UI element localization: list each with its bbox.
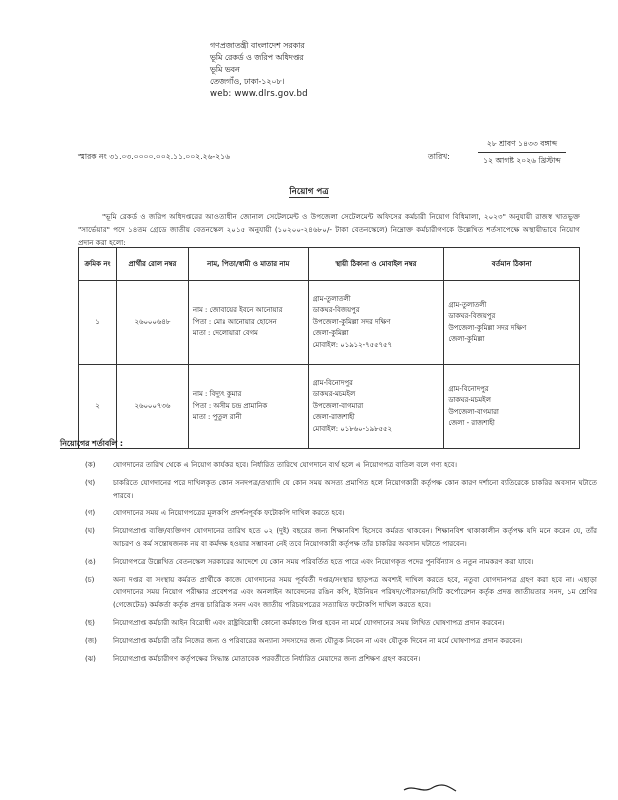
date-label: তারিখ: bbox=[428, 152, 450, 161]
condition-marker: (ক) bbox=[85, 460, 96, 469]
mother-line: মাতা : দেলোয়ারা বেগম bbox=[192, 329, 258, 338]
header-address: তেজগাঁও, ঢাকা-১২০৮। bbox=[210, 77, 285, 86]
header-permanent-address: স্থায়ী ঠিকানা ও মোবাইল নম্বর bbox=[308, 248, 444, 281]
father-line: পিতা : মোঃ আনোয়ার হোসেন bbox=[192, 317, 277, 326]
condition-text: নিয়োগপ্রাপ্ত কর্মচারী আইন বিরোধী এবং রাষ্ট্রবিরোধী কোনো কর্মকাণ্ডে লিপ্ত হবেন না মর্মে যোগদানের সময় লিখিত ঘোষণাপত্র প্রদান করবেন। bbox=[113, 617, 505, 627]
father-line: পিতা : অসীম চন্দ্র প্রামানিক bbox=[192, 401, 268, 410]
header-serial: ক্রমিক নং bbox=[79, 248, 117, 281]
condition-text: অন্য দপ্তর বা সংস্থায় কর্মরত প্রার্থীকে কাজে যোগদানের সময় পূর্ববর্তী দপ্তর/সংস্থার ছাড়পত্র অবশ্যই দাখিল করতে হবে, নতুবা যোগদানপত্র গ্রহণ করা হবে না। এছাড়া যোগদানের সময় নিয়োগ পরীক্ষার প্রবেশপত্র এবং অনলাইন আবেদনের রঙিন কপি, ইউনিয়ন পরিষদ/পৌরসভা/সিটি কর্পোরেশন কর্তৃক প্রদত্ত জাতীয়তার সনদ, ১ম শ্রেণির (গেজেটেড) কর্মকর্তা কর্তৃক প্রদত্ত চারিত্রিক সনদ এবং জাতীয় পরিচয়পত্রের সত্যায়িত ফটোকপি দাখিল করতে হবে। bbox=[113, 574, 597, 610]
district-line: জেলা-রাজশাহী bbox=[312, 413, 355, 422]
present-address-cell bbox=[444, 281, 580, 365]
date-block bbox=[472, 137, 572, 168]
upazila-line: উপজেলা-বাগমারা bbox=[312, 401, 364, 410]
table-row bbox=[79, 281, 580, 365]
name-line: নাম : জোবায়ের ইবনে আনোয়ার bbox=[192, 306, 283, 315]
condition-item bbox=[85, 459, 597, 472]
mobile-line: মোবাইল: ০১৯১২-৭৫৫৭৫৭ bbox=[312, 340, 392, 349]
conditions-list bbox=[85, 459, 597, 670]
village-line: গ্রাম-বিনোদপুর bbox=[312, 378, 353, 387]
header-roll: প্রার্থীর রোল নম্বর bbox=[116, 248, 188, 281]
condition-item bbox=[85, 653, 597, 666]
condition-item bbox=[85, 635, 597, 648]
village-line: গ্রাম-তুলাতলী bbox=[448, 300, 487, 309]
document-title-text: নিয়োগ পত্র bbox=[289, 187, 329, 197]
post-office-line: ডাকঘর-বিজয়পুর bbox=[312, 306, 360, 315]
condition-item bbox=[85, 574, 597, 612]
header-website: web: www.dlrs.gov.bd bbox=[210, 89, 308, 99]
village-line: গ্রাম-বিনোদপুর bbox=[448, 384, 489, 393]
condition-marker: (ঙ) bbox=[85, 556, 96, 566]
names-cell bbox=[188, 365, 308, 449]
condition-marker: (খ) bbox=[85, 477, 96, 487]
memo-number: স্মারক নং ৩১.০৩.০০০০.০০২.১১.০০২.২৬-২১৬ bbox=[78, 152, 231, 161]
serial-cell: ১ bbox=[79, 281, 117, 365]
condition-marker: (ছ) bbox=[85, 617, 95, 627]
mother-line: মাতা : পুতুল রানী bbox=[192, 413, 242, 422]
header-government: গণপ্রজাতন্ত্রী বাংলাদেশ সরকার bbox=[210, 41, 305, 50]
header-present-address: বর্তমান ঠিকানা bbox=[444, 248, 580, 281]
roll-cell: ২৬০০০৬৪৮ bbox=[116, 281, 188, 365]
appointee-table bbox=[78, 247, 580, 449]
condition-marker: (ঝ) bbox=[85, 653, 96, 663]
serial-cell: ২ bbox=[79, 365, 117, 449]
conditions-heading-text: নিয়োগের শর্তাবলি : bbox=[60, 439, 124, 448]
condition-marker: (ঘ) bbox=[85, 526, 95, 536]
district-line: জেলা-কুমিল্লা bbox=[448, 335, 485, 343]
condition-item bbox=[85, 556, 597, 569]
intro-paragraph: "ভূমি রেকর্ড ও জরিপ অধিদপ্তরের আওতাধীন জোনাল সেটেলমেন্ট ও উপজেলা সেটেলমেন্ট অফিসের কর্মচারী নিয়োগ বিধিমালা, ২০২৩" অনুযায়ী রাজস্ব খাতভুক্ত "সার্ভেয়ার" পদে ১৪তম গ্রেডে জাতীয় বেতনস্কেল ২০১৫ অনুযায়ী (১০২০০-২৪৬৮০/- টাকা বেতনস্কেলে) নিম্নোক্ত কর্মচারীগণকে উল্লেখিত শর্তসাপেক্ষে অস্থায়ীভাবে নিয়োগ প্রদান করা হলো: bbox=[78, 212, 580, 247]
condition-item bbox=[85, 507, 597, 520]
header-department: ভূমি রেকর্ড ও জরিপ অধিদপ্তর bbox=[210, 53, 304, 62]
post-office-line: ডাকঘর-মচমইল bbox=[312, 390, 356, 399]
condition-marker: (জ) bbox=[85, 635, 97, 645]
header-building: ভূমি ভবন bbox=[210, 65, 240, 74]
present-address-cell bbox=[444, 365, 580, 449]
condition-text: নিয়োগপত্রে উল্লেখিত বেতনস্কেল সরকারের আদেশে যে কোন সময় পরিবর্তিত হতে পারে এবং নিয়োগকৃত পদের পুনর্বিন্যাস ও নতুন নামকরণ করা যাবে। bbox=[113, 556, 534, 566]
table-header-row bbox=[79, 248, 580, 281]
table-row bbox=[79, 365, 580, 449]
date-divider bbox=[478, 152, 566, 153]
condition-text: নিয়োগপ্রাপ্ত ব্যক্তি/ব্যক্তিগণ যোগদানের তারিখ হতে ০২ (দুই) বছরের জন্য শিক্ষানবিশ হিসেবে কর্মরত থাকবেন। শিক্ষানবিশ থাকাকালীন কর্তৃপক্ষ যদি মনে করেন যে, তাঁর আচরণ ও কর্ম সন্তোষজনক নয় বা কর্মদক্ষ হওয়ার সম্ভাবনা নেই তবে নিয়োগকারী কর্তৃপক্ষ তাঁর চাকরির অবসান ঘটাতে পারবেন। bbox=[113, 526, 597, 548]
date-english: ১২ আগষ্ট ২০২৬ খ্রিস্টাব্দ bbox=[483, 156, 561, 165]
date-bangla: ২৮ শ্রাবণ ১৪৩৩ বঙ্গাব্দ bbox=[486, 139, 558, 148]
condition-text: চাকরিতে যোগদানের পরে দাখিলকৃত কোন সনদপত্র/তথ্যাদি যে কোন সময় অসত্য প্রমাণিত হলে নিয়োগকারী কর্তৃপক্ষ কোন কারণ দর্শানো ব্যতিরেকে চাকরির অবসান ঘটাতে পারবে। bbox=[113, 477, 597, 500]
upazila-line: উপজেলা-কুমিল্লা সদর দক্ষিণ bbox=[448, 323, 527, 332]
village-line: গ্রাম-তুলাতলী bbox=[312, 294, 351, 303]
condition-item bbox=[85, 617, 597, 630]
signature-mark bbox=[400, 780, 460, 796]
permanent-address-cell bbox=[308, 281, 444, 365]
names-cell bbox=[188, 281, 308, 365]
condition-marker: (গ) bbox=[85, 508, 96, 518]
document-title bbox=[0, 185, 618, 199]
office-header bbox=[210, 40, 410, 100]
mobile-line: মোবাইল: ০১৮৬০-১৯৮৫৫২ bbox=[312, 424, 392, 433]
upazila-line: উপজেলা-কুমিল্লা সদর দক্ষিণ bbox=[312, 317, 391, 326]
roll-cell: ২৬০০০৭৩৬ bbox=[116, 365, 188, 449]
district-line: জেলা - রাজশাহী bbox=[448, 419, 495, 427]
condition-text: যোগদানের সময় এ নিয়োগপত্রের মূলকপি প্রদর্শনপূর্বক ফটোকপি দাখিল করতে হবে। bbox=[113, 508, 345, 518]
permanent-address-cell bbox=[308, 365, 444, 449]
condition-text: যোগদানের তারিখ থেকে এ নিয়োগ কার্যকর হবে। নির্ধারিত তারিখে যোগদানে ব্যর্থ হলে এ নিয়োগপত্র বাতিল বলে গণ্য হবে। bbox=[113, 460, 458, 469]
condition-text: নিয়োগপ্রাপ্ত কর্মচারীগণ কর্তৃপক্ষের সিদ্ধান্ত মোতাবেক পরবর্তীতে নির্ধারিত মেয়াদের জন্য প্রশিক্ষণ গ্রহণ করবেন। bbox=[113, 653, 421, 663]
upazila-line: উপজেলা-বাগমারা bbox=[448, 407, 499, 416]
conditions-heading bbox=[60, 438, 123, 451]
condition-marker: (চ) bbox=[85, 574, 95, 584]
header-names: নাম, পিতা/স্বামী ও মাতার নাম bbox=[188, 248, 308, 281]
condition-text: নিয়োগপ্রাপ্ত কর্মচারী তাঁর নিজের জন্য ও পরিবারের অন্যান্য সদস্যদের জন্য যৌতুক নিবেন না এবং যৌতুক দিবেন না মর্মে ঘোষণাপত্র প্রদান করবেন। bbox=[113, 635, 523, 645]
post-office-line: ডাকঘর-বিজয়পুর bbox=[448, 312, 496, 320]
condition-item bbox=[85, 525, 597, 551]
post-office-line: ডাকঘর-মচমইল bbox=[448, 396, 491, 404]
name-line: নাম : বিদ্যুৎ কুমার bbox=[192, 390, 242, 399]
district-line: জেলা-কুমিল্লা bbox=[312, 329, 349, 338]
condition-item bbox=[85, 477, 597, 503]
